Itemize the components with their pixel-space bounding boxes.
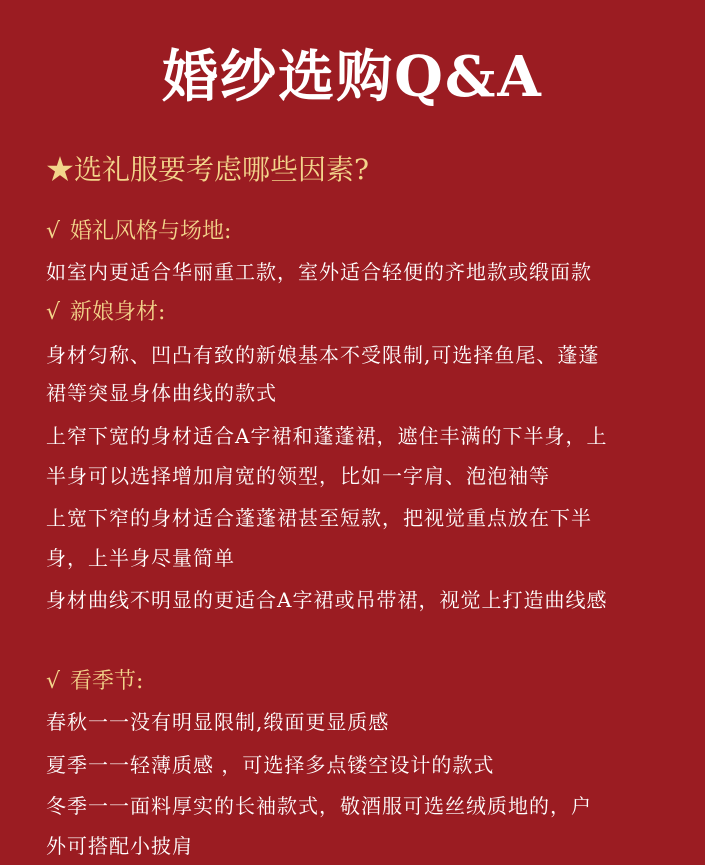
- section-heading-season: [46, 666, 143, 698]
- text-line: 如室内更适合华丽重工款，室外适合轻便的齐地款或缎面款: [46, 260, 592, 284]
- section-heading-body-type: [46, 297, 165, 329]
- text-line: 身材匀称、凹凸有致的新娘基本不受限制,可选择鱼尾、蓬蓬: [46, 343, 600, 367]
- page-title: 婚纱选购Q&A: [162, 44, 543, 110]
- section-heading-label: 新娘身材:: [70, 300, 166, 325]
- check-icon: √: [46, 219, 61, 244]
- text-line: 外可搭配小披肩: [46, 834, 193, 858]
- section-heading-label: 婚礼风格与场地:: [70, 219, 232, 244]
- text-line: 半身可以选择增加肩宽的领型，比如一字肩、泡泡袖等: [46, 464, 550, 488]
- text-line: 身材曲线不明显的更适合A字裙或吊带裙，视觉上打造曲线感: [46, 588, 608, 612]
- check-icon: √: [46, 300, 61, 325]
- text-line: 夏季一一轻薄质感 ，可选择多点镂空设计的款式: [46, 753, 495, 777]
- text-line: 上窄下宽的身材适合A字裙和蓬蓬裙，遮住丰满的下半身，上: [46, 424, 608, 448]
- text-line: 裙等突显身体曲线的款式: [46, 381, 277, 405]
- section-heading-venue: [46, 216, 231, 248]
- question-heading: ★选礼服要考虑哪些因素?: [46, 153, 370, 186]
- text-line: 上宽下窄的身材适合蓬蓬裙甚至短款，把视觉重点放在下半: [46, 506, 592, 530]
- text-line: 春秋一一没有明显限制,缎面更显质感: [46, 710, 390, 734]
- check-icon: √: [46, 669, 61, 694]
- section-heading-label: 看季节:: [70, 669, 144, 694]
- text-line: 冬季一一面料厚实的长袖款式，敬酒服可选丝绒质地的，户: [46, 794, 592, 818]
- text-line: 身，上半身尽量简单: [46, 546, 235, 570]
